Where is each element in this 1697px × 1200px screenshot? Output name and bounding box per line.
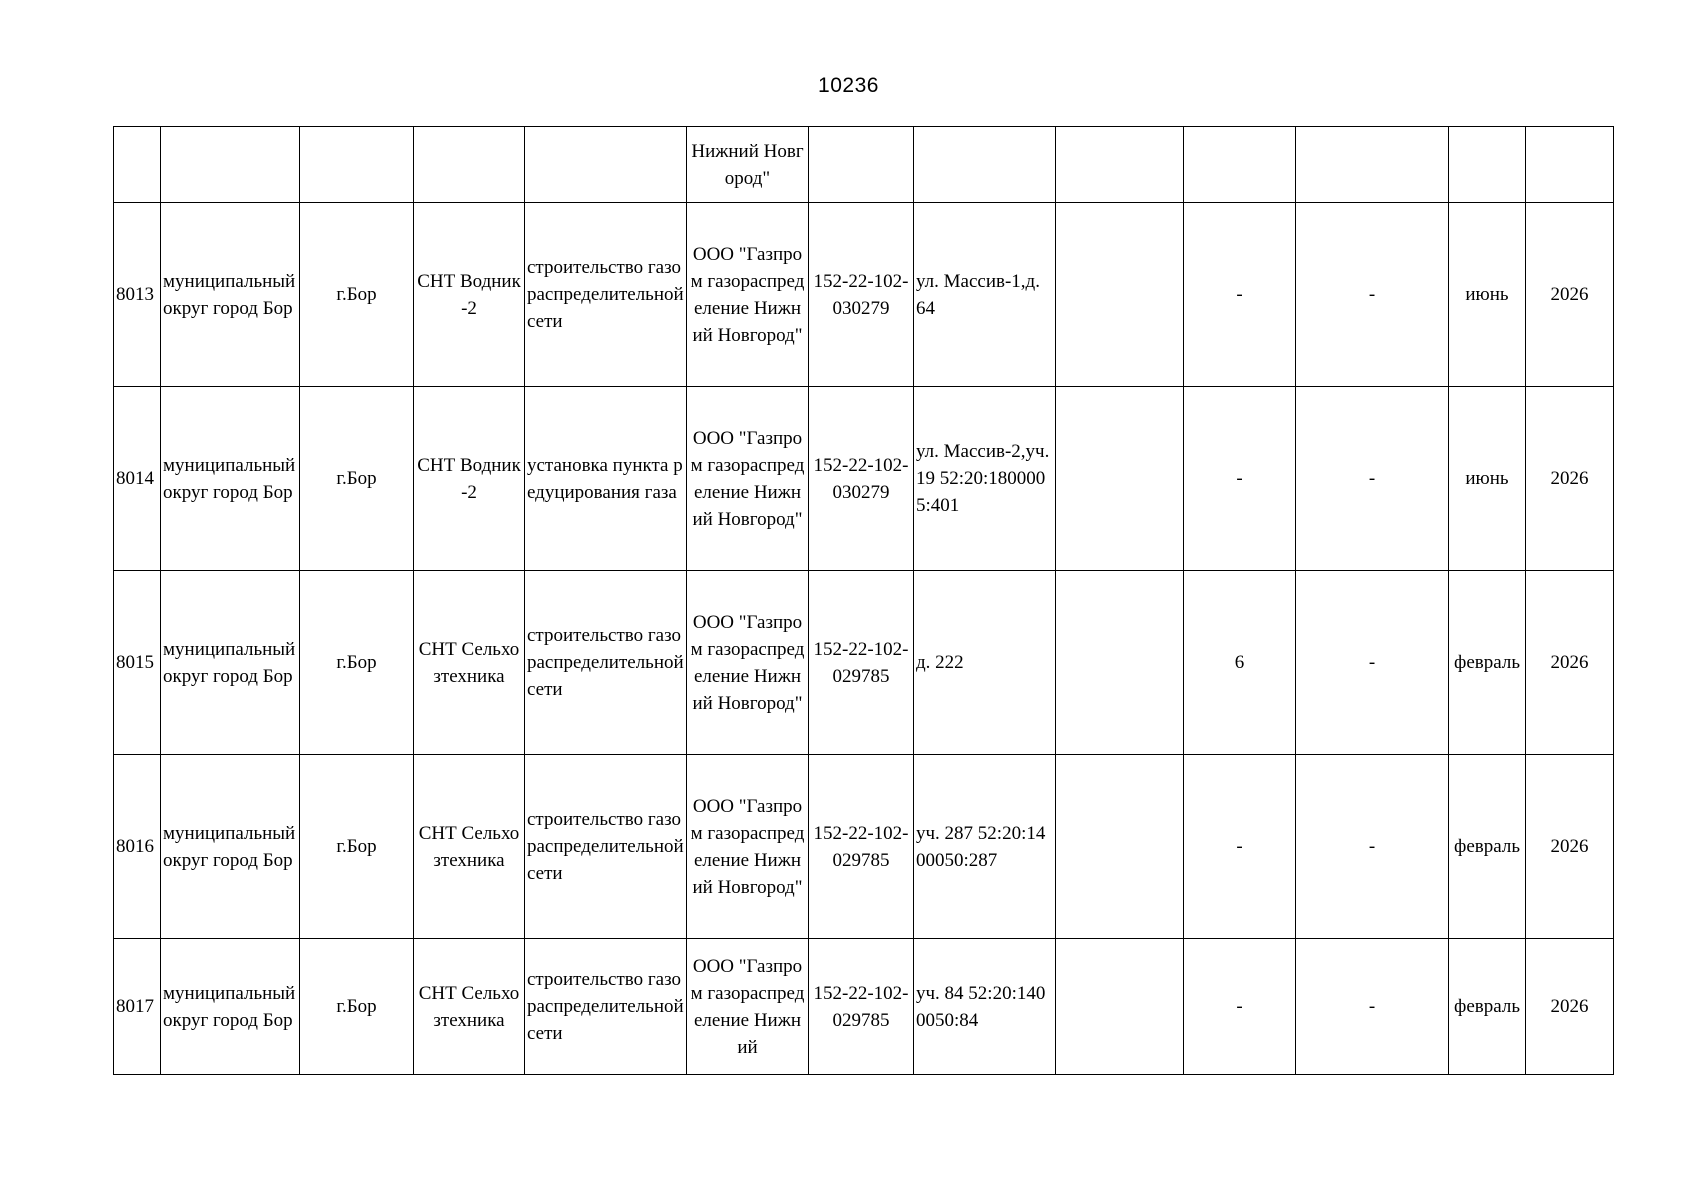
cell-settlement: СНТ Сельхозтехника bbox=[414, 939, 525, 1075]
cell-code: 152-22-102-029785 bbox=[809, 939, 914, 1075]
cell-col11: - bbox=[1296, 203, 1449, 387]
cell-city: г.Бор bbox=[300, 387, 414, 571]
cell-col9 bbox=[1056, 203, 1184, 387]
cell-municipality: муниципальный округ город Бор bbox=[161, 203, 300, 387]
cell-org: ООО "Газпром газораспределение Нижний Новгород" bbox=[687, 203, 809, 387]
cell-code: 152-22-102-029785 bbox=[809, 571, 914, 755]
cell-work: строительство газораспределительной сети bbox=[525, 939, 687, 1075]
cell-settlement: СНТ Сельхозтехника bbox=[414, 755, 525, 939]
cell-month: февраль bbox=[1449, 755, 1526, 939]
cell-address: ул. Массив-1,д. 64 bbox=[914, 203, 1056, 387]
cell-city: г.Бор bbox=[300, 203, 414, 387]
cell-municipality bbox=[161, 127, 300, 203]
cell-col10: - bbox=[1184, 203, 1296, 387]
table-row bbox=[114, 939, 1614, 1075]
cell-col9 bbox=[1056, 571, 1184, 755]
cell-num: 8013 bbox=[114, 203, 161, 387]
cell-address bbox=[914, 127, 1056, 203]
cell-work bbox=[525, 127, 687, 203]
cell-col9 bbox=[1056, 939, 1184, 1075]
cell-col10: 6 bbox=[1184, 571, 1296, 755]
cell-org: ООО "Газпром газораспределение Нижний Новгород" bbox=[687, 387, 809, 571]
cell-col11: - bbox=[1296, 939, 1449, 1075]
cell-work: строительство газораспределительной сети bbox=[525, 571, 687, 755]
cell-col11: - bbox=[1296, 755, 1449, 939]
cell-col11: - bbox=[1296, 387, 1449, 571]
cell-city: г.Бор bbox=[300, 571, 414, 755]
cell-num: 8014 bbox=[114, 387, 161, 571]
cell-col11: - bbox=[1296, 571, 1449, 755]
cell-settlement: СНТ Водник-2 bbox=[414, 387, 525, 571]
cell-code: 152-22-102-030279 bbox=[809, 203, 914, 387]
cell-work: установка пункта редуцирования газа bbox=[525, 387, 687, 571]
cell-col10 bbox=[1184, 127, 1296, 203]
cell-municipality: муниципальный округ город Бор bbox=[161, 755, 300, 939]
cell-col10: - bbox=[1184, 755, 1296, 939]
cell-address: уч. 84 52:20:1400050:84 bbox=[914, 939, 1056, 1075]
cell-work: строительство газораспределительной сети bbox=[525, 203, 687, 387]
cell-month: июнь bbox=[1449, 203, 1526, 387]
table-row bbox=[114, 755, 1614, 939]
cell-col9 bbox=[1056, 127, 1184, 203]
cell-num: 8017 bbox=[114, 939, 161, 1075]
cell-settlement: СНТ Водник-2 bbox=[414, 203, 525, 387]
cell-year: 2026 bbox=[1526, 203, 1614, 387]
cell-city: г.Бор bbox=[300, 755, 414, 939]
cell-month: февраль bbox=[1449, 571, 1526, 755]
cell-code bbox=[809, 127, 914, 203]
cell-col10: - bbox=[1184, 387, 1296, 571]
cell-col9 bbox=[1056, 755, 1184, 939]
cell-year bbox=[1526, 127, 1614, 203]
cell-settlement bbox=[414, 127, 525, 203]
cell-month: июнь bbox=[1449, 387, 1526, 571]
register-table bbox=[113, 126, 1614, 1075]
cell-month bbox=[1449, 127, 1526, 203]
cell-code: 152-22-102-030279 bbox=[809, 387, 914, 571]
cell-month: февраль bbox=[1449, 939, 1526, 1075]
cell-num bbox=[114, 127, 161, 203]
cell-address: д. 222 bbox=[914, 571, 1056, 755]
cell-col9 bbox=[1056, 387, 1184, 571]
table-row bbox=[114, 571, 1614, 755]
table-row bbox=[114, 387, 1614, 571]
cell-city: г.Бор bbox=[300, 939, 414, 1075]
cell-code: 152-22-102-029785 bbox=[809, 755, 914, 939]
cell-year: 2026 bbox=[1526, 571, 1614, 755]
cell-org: ООО "Газпром газораспределение Нижний bbox=[687, 939, 809, 1075]
page-number: 10236 bbox=[818, 74, 879, 97]
cell-year: 2026 bbox=[1526, 755, 1614, 939]
cell-address: уч. 287 52:20:1400050:287 bbox=[914, 755, 1056, 939]
cell-year: 2026 bbox=[1526, 939, 1614, 1075]
cell-org: ООО "Газпром газораспределение Нижний Новгород" bbox=[687, 571, 809, 755]
cell-city bbox=[300, 127, 414, 203]
cell-org: Нижний Новгород" bbox=[687, 127, 809, 203]
cell-work: строительство газораспределительной сети bbox=[525, 755, 687, 939]
cell-col11 bbox=[1296, 127, 1449, 203]
cell-address: ул. Массив-2,уч. 19 52:20:1800005:401 bbox=[914, 387, 1056, 571]
cell-settlement: СНТ Сельхозтехника bbox=[414, 571, 525, 755]
cell-org: ООО "Газпром газораспределение Нижний Новгород" bbox=[687, 755, 809, 939]
cell-col10: - bbox=[1184, 939, 1296, 1075]
cell-municipality: муниципальный округ город Бор bbox=[161, 571, 300, 755]
cell-municipality: муниципальный округ город Бор bbox=[161, 387, 300, 571]
cell-num: 8015 bbox=[114, 571, 161, 755]
cell-num: 8016 bbox=[114, 755, 161, 939]
table-row bbox=[114, 203, 1614, 387]
cell-municipality: муниципальный округ город Бор bbox=[161, 939, 300, 1075]
table-row-continuation bbox=[114, 127, 1614, 203]
cell-year: 2026 bbox=[1526, 387, 1614, 571]
